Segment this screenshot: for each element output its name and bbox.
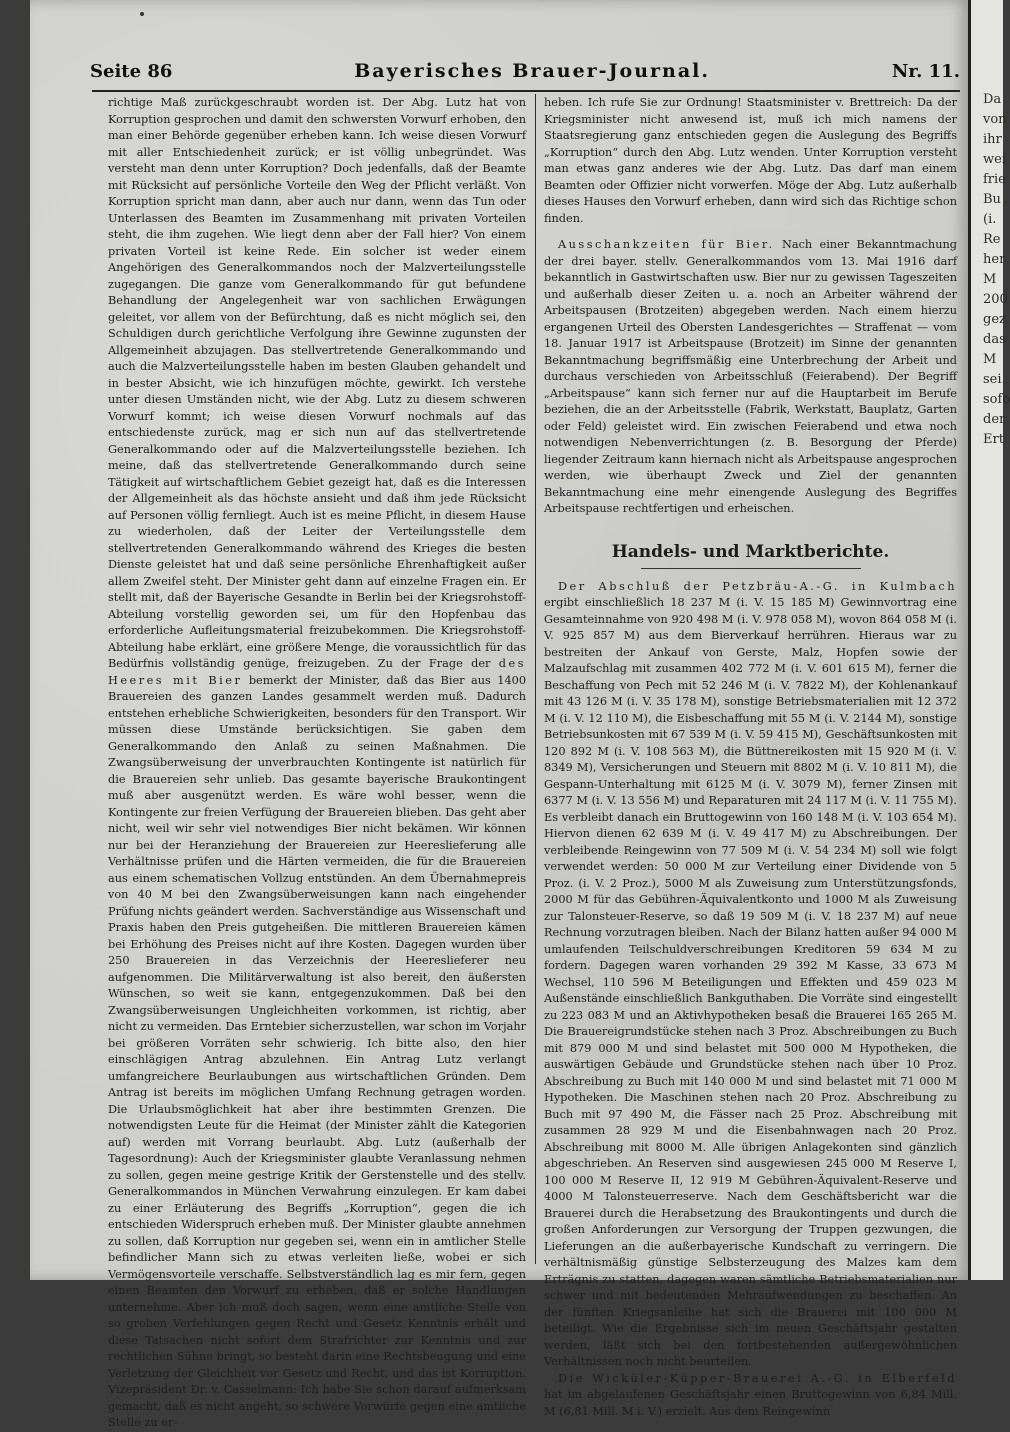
adjacent-page-fragment: sei. [983,372,1006,387]
adjacent-page-edge [968,0,1010,1280]
adjacent-page-fragment: ihr [983,132,1002,147]
adjacent-page-fragment: M [983,272,997,287]
left-column [108,95,527,1429]
section-heading: Handels- und Marktberichte. [611,541,890,562]
paragraph-text: Nach einer Bekanntmachung der drei bayer. stellv. Generalkommandos vom 13. Mai 1916 darf bekanntlich in Gastwirtschaften usw. Bier nur zu gewissen Tageszeiten und außerhalb dieser Zeiten u. a. noch an Arbeiter während der Arbeitspausen (Brotzeiten) abgegeben werden. Nach einem hierzu ergangenen Urteil des Obersten Landesgerichtes — Straffenat — vom 18. Januar 1917 ist Arbeitspause (Brotzeit) im Sinne der genannten Bekanntmachung begriffsmäßig eine Unterbrechung der Arbeit und durchaus verschieden von Arbeitsschluß (Feierabend). Der Begriff „Arbeitspause“ kann sich ferner nur auf die Hauptarbeit im Berufe beziehen, die an der Arbeitsstelle (Fabrik, Werkstatt, Bauplatz, Garten oder Feld) geleistet wird. Ein zwischen Feierabend und etwa noch notwendigen Nebenverrichtungen (z. B. Besorgung der Pferde) liegender Zeitraum kann hiernach nicht als Arbeitspause angesprochen werden, wie überhaupt Zweck und Ziel der genannten Bekanntmachung eine mehr einengende Auslegung des Begriffes Arbeitspause rechtfertigen und erheischen. [544,238,957,515]
company-lead: Die Wicküler-Küpper-Brauerei A.-G. in Elberfeld [558,1371,957,1385]
adjacent-page-fragment: von [983,112,1007,127]
spaced-phrase: des Heeres mit Bier [108,657,526,687]
paragraph-text: hat im abgelaufenen Geschäftsjahr einen Bruttogewinn von 6,84 Mill. M (6,81 Mill. M i. V.) erzielt. Aus dem Reingewinn [544,1388,957,1418]
adjacent-page-fragment: M [983,352,997,367]
journal-title: Bayerisches Brauer-Journal. [354,60,711,82]
column-divider [535,94,536,1264]
paragraph-text: bemerkt der Minister, daß das Bier aus 1400 Brauereien des ganzen Landes gesammelt werden muß. Dadurch entstehen erhebliche Schwierigkeiten, besonders für den Transport. Wir müssen diese Umstände berücksichtigen. Sie gaben dem Generalkommando den Anlaß zu seinen Maßnahmen. Die Zwangsüberweisung der unverbrauchten Kontingente ist natürlich für die Brauereien sehr unlieb. Das gesamte bayerische Braukontingent muß aber ausgenützt werden. Es wäre wohl besser, wenn die Kontingente zur freien Verfügung der Brauereien blieben. Das geht aber nicht, weil wir sehr viel notwendiges Bier nicht bekämen. Wir können nur bei der Heranziehung der Brauereien zur Heereslieferung alle Verhältnisse prüfen und die Härten vermeiden, die für die Brauereien aus einem schematischen Vollzug entstünden. An dem Übernahmepreis von 40 M bei den Zwangsüberweisungen kann nach eingehender Prüfung nichts geändert werden. Sachverständige aus Wissenschaft und Praxis haben den Preis gutgeheißen. Die mittleren Brauereien kämen bei Erhöhung des Preises nicht auf ihre Kosten. Dagegen wurden über 250 Brauereien in das Verzeichnis der Heereslieferer neu aufgenommen. Die Militärverwaltung ist also bereit, den äußersten Wünschen, so weit sie kann, entgegenzukommen. Daß bei den Zwangsüberweisungen Ungleichheiten vorkommen, ist richtig, aber nicht zu vermeiden. Das Erntebier sicherzustellen, war schon im Vorjahr bei größeren Vorräten sehr schwierig. Ich bitte also, den hier einschlägigen Antrag abzulehnen. Ein Antrag Lutz verlangt umfangreichere Beurlaubungen aus wirtschaftlichen Gründen. Dem Antrag ist bereits im möglichen Umfang Rechnung getragen worden. Die Urlaubsmöglichkeit hat aber ihre bestimmten Grenzen. Die notwendigsten Leute für die Heimat (der Minister zählt die Kategorien auf) werden mit Vorrang beurlaubt. Abg. Lutz (außerhalb der Tagesordnung): Auch der Kriegsminister glaubte Veranlassung nehmen zu sollen, gegen meine gestrige Kritik der Gerstenstelle und des stellv. Generalkommandos in München Verwahrung einzulegen. Er kam dabei zu einer Erläuterung des Begriffs „Korruption“, gegen die ich entschieden Widerspruch erheben muß. Der Minister glaubte annehmen zu sollen, daß Korruption nur gegeben sei, wenn ein in amtlicher Stelle befindlicher Mann sich zu etwas verleiten ließe, wobei er sich Vermögensvorteile verschaffe. Selbstverständlich lag es mir fern, gegen einen Beamten den Vorwurf zu erheben, daß er solche Handlungen unternehme. Aber ich muß doch sagen, wenn eine amtliche Stelle von so groben Verfehlungen gegen Recht und Gesetz Kenntnis erhält und diese Tatsachen nicht sofort dem Strafrichter zur Kenntnis und zur rechtlichen Sühne bringt, so besteht darin eine Rechtsbeugung und eine Verletzung der Gleichheit vor Gesetz und Recht, und das ist Korruption. Vizepräsident Dr. v. Casselmann: Ich habe Sie schon darauf aufmerksam gemacht, daß es nicht angeht, so schwere Vorwürfe gegen eine amtliche Stelle zu er- [108,673,527,1429]
company-lead: Der Abschluß der Petzbräu-A.-G. in Kulmbach [558,579,957,593]
adjacent-page-text [971,0,1010,450]
adjacent-page-fragment: gez [983,312,1006,327]
adjacent-page-fragment: Ert [983,432,1004,447]
adjacent-page-fragment: sofo [983,392,1010,407]
header-rule [92,90,960,92]
section-heading-rule [641,568,861,569]
section-lead: Ausschankzeiten für Bier. [558,238,775,251]
adjacent-page-fragment: das [983,332,1006,347]
right-column [544,95,957,1418]
paragraph: heben. Ich rufe Sie zur Ordnung! Staatsminister v. Brettreich: Da der Kriegsminister nicht anwesend ist, muß ich mich namens der Staatsregierung ganz entschieden gegen die Auslegung des Begriffs „Korruption“ durch den Abg. Lutz wenden. Unter Korruption versteht man etwas ganz anderes wie der Abg. Lutz. Das darf man einem Beamten oder Offizier nicht vorwerfen. Möge der Abg. Lutz außerhalb dieses Hauses den Vorwurf erheben, dann wird sich das Richtige schon finden. [544,96,957,225]
adjacent-page-fragment: 200 [983,292,1008,307]
issue-number: Nr. 11. [891,61,960,82]
page-header [90,60,960,86]
paragraph-text: ergibt einschließlich 18 237 M (i. V. 15 185 M) Gewinnvortrag eine Gesamteinnahme von 920 498 M (i. V. 978 058 M), wovon 864 058 M (i. V. 925 857 M) aus dem Bierverkauf herrühren. Hieraus war zu bestreiten der Ankauf von Gerste, Malz, Hopfen sowie der Malzaufschlag mit zusammen 402 772 M (i. V. 601 615 M), ferner die Beschaffung von Pech mit 52 246 M (i. V. 7822 M), der Kohlenankauf mit 43 126 M (i. V. 35 178 M), sonstige Betriebsmaterialien mit 12 372 M (i. V. 12 110 M), die Eisbeschaffung mit 55 M (i. V. 2144 M), sonstige Betriebsunkosten mit 67 539 M (i. V. 59 415 M), Geschäftsunkosten mit 120 892 M (i. V. 108 563 M), die Büttnereikosten mit 15 920 M (i. V. 8349 M), Versicherungen und Steuern mit 8802 M (i. V. 10 811 M), die Gespann-Unterhaltung mit 6125 M (i. V. 3079 M), ferner Zinsen mit 6377 M (i. V. 13 556 M) und Reparaturen mit 24 117 M (i. V. 11 755 M). Es verbleibt danach ein Bruttogewinn von 160 148 M (i. V. 103 654 M). Hiervon dienen 62 639 M (i. V. 49 417 M) zu Abschreibungen. Der verbleibende Reingewinn von 77 509 M (i. V. 54 234 M) soll wie folgt verwendet werden: 50 000 M zur Verteilung einer Dividende von 5 Proz. (i. V. 2 Proz.), 5000 M als Zuweisung zum Unterstützungsfonds, 2000 M für das Gebühren-Äquivalentkonto und 1000 M als Zuweisung zur Talonsteuer-Reserve, so daß 19 509 M (i. V. 18 237 M) auf neue Rechnung vorzutragen bleiben. Nach der Bilanz hatten außer 94 000 M umlaufenden Teilschuldverschreibungen Kreditoren 59 634 M zu fordern. Dagegen waren vorhanden 29 392 M Kasse, 33 673 M Wechsel, 110 596 M Beteiligungen und Effekten und 459 023 M Außenstände einschließlich Bankguthaben. Die Vorräte sind eingestellt zu 223 083 M und an Aktivhypotheken besaß die Brauerei 165 265 M. Die Brauereigrundstücke stehen nach 3 Proz. Abschreibungen zu Buch mit 879 000 M und sind belastet mit 500 000 M Hypotheken, die auswärtigen Gebäude und Grundstücke stehen nach über 10 Proz. Abschreibung zu Buch mit 140 000 M und sind belastet mit 71 000 M Hypotheken. Die Maschinen stehen nach 20 Proz. Abschreibung zu Buch mit 97 490 M, die Fässer nach 25 Proz. Abschreibung mit zusammen 28 929 M und die Eisenbahnwagen nach 20 Proz. Abschreibung mit 8000 M. Alle übrigen Anlagekonten sind gänzlich abgeschrieben. An Reserven sind ausgewiesen 245 000 M Reserve I, 100 000 M Reserve II, 12 919 M Gebühren-Äquivalent-Reserve und 4000 M Talonsteuerreserve. Nach dem Geschäftsbericht war die Brauerei durch die Herabsetzung des Braukontingents und durch die großen Anforderungen zur Versorgung der Truppen gezwungen, die Lieferungen an die außerbayerische Kundschaft zu verringern. Die verhältnismäßig günstige Selbsterzeugung des Malzes kam dem Erträgnis zu statten, dagegen waren sämtliche Betriebsmaterialien nur schwer und mit bedeutenden Mehraufwendungen zu beschaffen. An der fünften Kriegsanleihe hat sich die Brauerei mit 100 000 M beteiligt. Wie die Ergebnisse sich im neuen Geschäftsjahr gestalten werden, läßt sich bei den fortbestehenden außergewöhnlichen Verhältnissen noch nicht beurteilen. [544,596,957,1368]
paragraph [544,579,957,1371]
page-number: Seite 86 [90,61,173,82]
paragraph [544,237,957,518]
adjacent-page-fragment: her [983,252,1006,267]
ink-spot [140,12,144,16]
adjacent-page-fragment: der [983,412,1006,427]
adjacent-page-fragment: Bu [983,192,1001,207]
adjacent-page-fragment: (i. [983,212,997,227]
adjacent-page-fragment: Da [983,92,1002,107]
adjacent-page-fragment: frie [983,172,1006,187]
paragraph [544,1371,957,1421]
adjacent-page-fragment: Re [983,232,1001,247]
adjacent-page-fragment: wei [983,152,1006,167]
paragraph [108,95,526,1432]
paragraph-text: richtige Maß zurückgeschraubt worden ist. Der Abg. Lutz hat von Korruption gesprochen und damit den schwersten Vorwurf erhoben, den man einer Behörde gegenüber erheben kann. Ich weise diesen Vorwurf mit aller Entschiedenheit zurück; er ist völlig unbegründet. Was versteht man denn unter Korruption? Doch jedenfalls, daß der Beamte mit Rücksicht auf persönliche Vorteile den Weg der Pflicht verläßt. Von Korruption spricht man dann, aber auch nur dann, wenn das Tun oder Unterlassen des Beamten im Zusammenhang mit privaten Vorteilen steht, die ihm zugehen. Wie liegt denn aber der Fall hier? Von einem privaten Vorteil ist keine Rede. Ein solcher ist weder einem Angehörigen des Generalkommandos noch der Malzverteilungsstelle zugegangen. Die ganze vom Generalkommando für gut befundene Behandlung der Angelegenheit war von sachlichen Erwägungen geleitet, vor allem von der Befürchtung, daß es nicht möglich sei, den Schuldigen durch gerichtliche Verfolgung ihre Gewinne zugunsten der Allgemeinheit abzujagen. Das stellvertretende Generalkommando und auch die Malzverteilungsstelle haben im besten Glauben gehandelt und in bester Absicht, wie ich hinzufügen möchte, gewirkt. Ich verstehe unter diesen Umständen nicht, wie der Abg. Lutz zu diesem schweren Vorwurf kommt; ich weise diesen Vorwurf nochmals auf das entschiedenste zurück, mag er sich nun auf das stellvertretende Generalkommando oder auf die Malzverteilungsstelle beziehen. Ich meine, daß das stellvertretende Generalkommando durch seine Tätigkeit auf wirtschaftlichem Gebiet gezeigt hat, daß es die Interessen der Allgemeinheit als das höchste ansieht und daß ihm jede Rücksicht auf Personen völlig fernliegt. Auch ist es meine Pflicht, in diesem Hause zu wiederholen, daß der Leiter der Verteilungsstelle dem stellvertretenden Generalkommando während des Krieges die besten Dienste geleistet hat und daß seine persönliche Ehrenhaftigkeit außer allem Zweifel steht. Der Minister geht dann auf einzelne Fragen ein. Er stellt mit, daß der Bayerische Gesandte in Berlin bei der Kriegsrohstoff-Abteilung vorstellig geworden sei, um für den Hopfenbau das erforderliche Aufleitungsmaterial freizubekommen. Die Kriegsrohstoff-Abteilung habe erklärt, eine größere Menge, die voraussichtlich für das Bedürfnis vollständig genüge, freizugeben. Zu der Frage der [108,96,526,670]
